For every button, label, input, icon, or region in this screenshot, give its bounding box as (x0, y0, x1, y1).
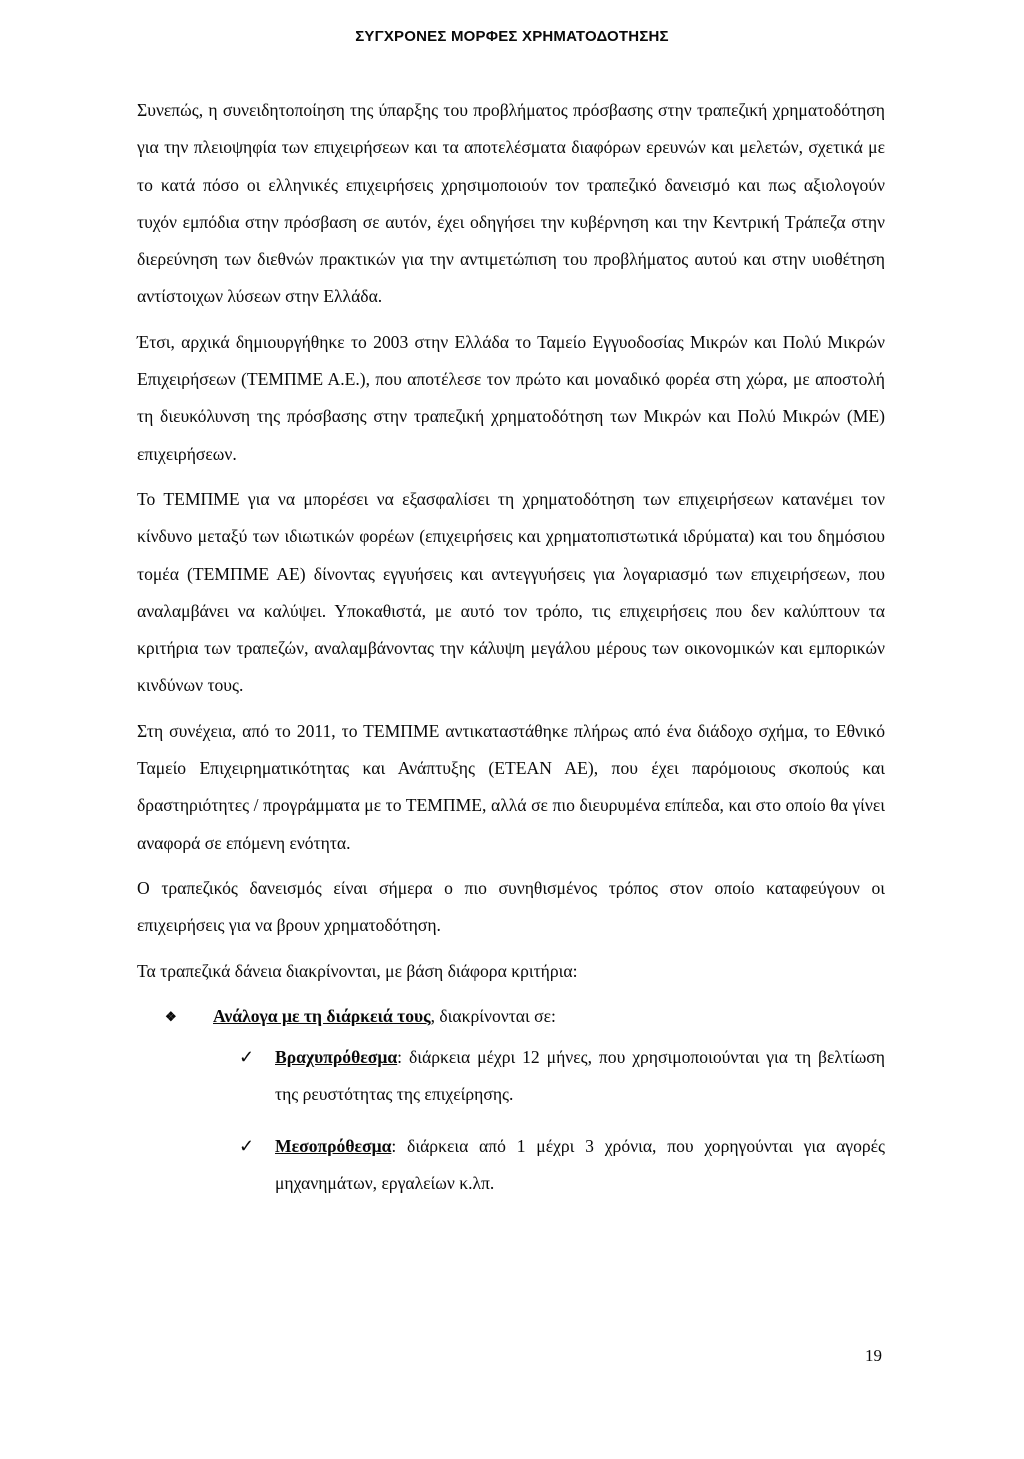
checkmark-icon: ✓ (239, 1135, 255, 1156)
paragraph: Ο τραπεζικός δανεισμός είναι σήμερα ο πιο συνηθισμένος τρόπος στον οποίο καταφεύγουν οι επιχειρήσεις για να βρουν χρηματοδότηση. (137, 877, 885, 936)
check-list (137, 1039, 885, 1202)
list-item (137, 1128, 885, 1203)
paragraph: Στη συνέχεια, από το 2011, το ΤΕΜΠΜΕ αντικαταστάθηκε πλήρως από ένα διάδοχο σχήμα, το Εθνικό Ταμείο Επιχειρηματικότητας και Ανάπτυξης (ΕΤΕΑΝ ΑΕ), που έχει παρόμοιους σκοπούς και δραστηριότητες / προγράμματα με το ΤΕΜΠΜΕ, αλλά σε πιο διευρυμένα επίπεδα, και στο οποίο θα γίνει αναφορά σε επόμενη ενότητα. (137, 720, 885, 853)
checkmark-icon: ✓ (239, 1047, 255, 1068)
bullet-text: , διακρίνονται σε: (430, 1005, 556, 1026)
bullet-term: Ανάλογα με τη διάρκειά τους (213, 1005, 431, 1026)
list-item (137, 1039, 885, 1114)
paragraph: Τα τραπεζικά δάνεια διακρίνονται, με βάση διάφορα κριτήρια: (137, 960, 578, 981)
paragraph: Το ΤΕΜΠΜΕ για να μπορέσει να εξασφαλίσει τη χρηματοδότηση των επιχειρήσεων κατανέμει τον κίνδυνο μεταξύ των ιδιωτικών φορέων (επιχειρήσεις και χρηματοπιστωτικά ιδρύματα) και του δημόσιου τομέα (ΤΕΜΠΜΕ ΑΕ) δίνοντας εγγυήσεις και αντεγγυήσεις για λογαριασμό των επιχειρήσεων, που αναλαμβάνει να καλύψει. Υποκαθιστά, με αυτό τον τρόπο, τις επιχειρήσεις που δεν καλύπτουν τα κριτήρια των τραπεζών, αναλαμβάνοντας την κάλυψη μεγάλου μέρους των οικονομικών και εμπορικών κινδύνων τους. (137, 488, 885, 696)
paragraph: Συνεπώς, η συνειδητοποίηση της ύπαρξης του προβλήματος πρόσβασης στην τραπεζική χρηματοδότηση για την πλειοψηφία των επιχειρήσεων και τα αποτελέσματα διαφόρων ερευνών και μελετών, σχετικά με το κατά πόσο οι ελληνικές επιχειρήσεις χρησιμοποιούν τον τραπεζικό δανεισμό και πως αξιολογούν τυχόν εμπόδια στην πρόσβαση σε αυτόν, έχει οδηγήσει την κυβέρνηση και την Κεντρική Τράπεζα στην διερεύνηση των διεθνών πρακτικών για την αντιμετώπιση του προβλήματος αυτού και στην υιοθέτηση αντίστοιχων λύσεων στην Ελλάδα. (137, 100, 885, 307)
check-term: Βραχυπρόθεσμα (275, 1047, 398, 1068)
list-item (137, 998, 885, 1035)
paragraph: Έτσι, αρχικά δημιουργήθηκε το 2003 στην Ελλάδα το Ταμείο Εγγυοδοσίας Μικρών και Πολύ Μικρών Επιχειρήσεων (ΤΕΜΠΜΕ Α.Ε.), που αποτέλεσε τον πρώτο και μοναδικό φορέα στη χώρα, με αποστολή τη διευκόλυνση της πρόσβασης στην τραπεζική χρηματοδότηση των Μικρών και Πολύ Μικρών (ΜΕ) επιχειρήσεων. (137, 331, 885, 464)
body-text (137, 92, 885, 1216)
check-term: Μεσοπρόθεσμα (275, 1135, 392, 1156)
check-text: : διάρκεια μέχρι 12 μήνες, που χρησιμοποιούνται για τη βελτίωση της ρευστότητας της επιχείρησης. (275, 1047, 885, 1105)
page-number: 19 (865, 1346, 882, 1365)
diamond-bullet-icon: ❖ (165, 1008, 177, 1024)
bullet-list (137, 998, 885, 1035)
running-header: ΣΥΓΧΡΟΝΕΣ ΜΟΡΦΕΣ ΧΡΗΜΑΤΟΔΟΤΗΣΗΣ (355, 28, 669, 45)
check-text: : διάρκεια από 1 μέχρι 3 χρόνια, που χορηγούνται για αγορές μηχανημάτων, εργαλείων κ.λπ. (275, 1135, 885, 1194)
